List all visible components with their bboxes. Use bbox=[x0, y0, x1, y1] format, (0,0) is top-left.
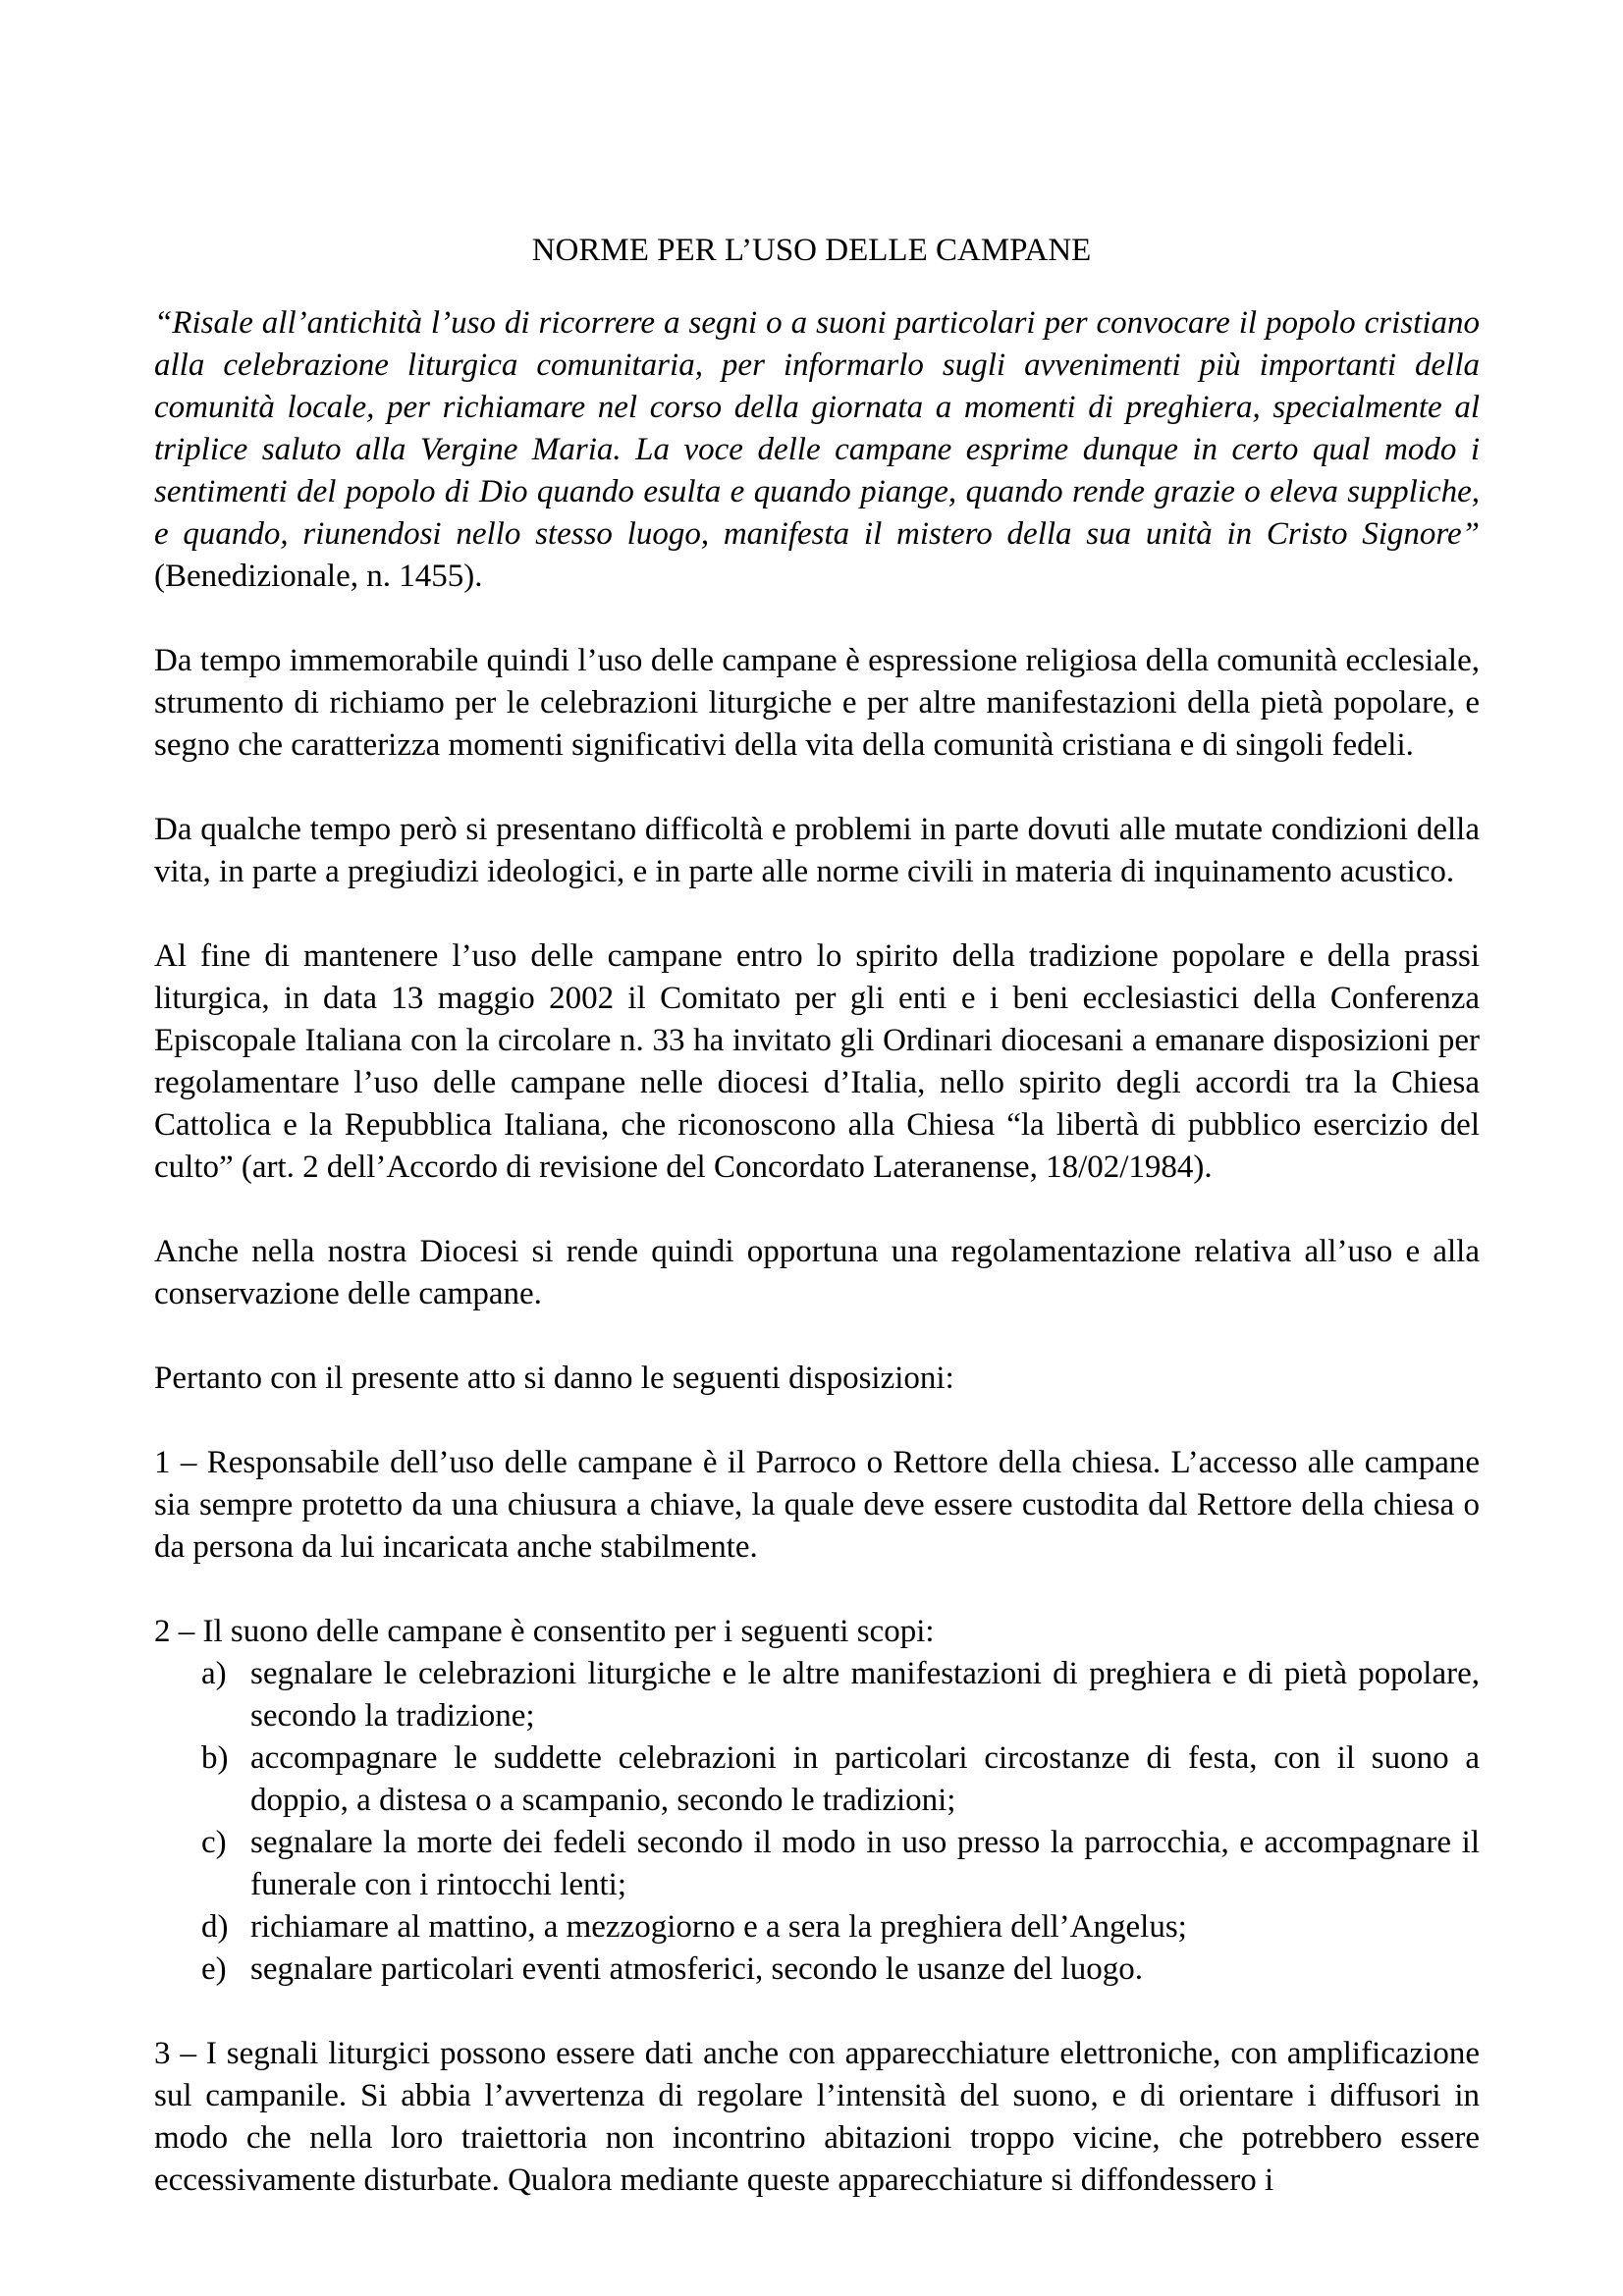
list-item-text: segnalare la morte dei fedeli secondo il modo in uso presso la parrocchia, e accompagnare il funerale con i rintocchi lenti; bbox=[250, 1825, 1480, 1902]
list-marker: e) bbox=[201, 1951, 227, 1987]
list-marker: b) bbox=[201, 1740, 229, 1776]
list-item-text: segnalare le celebrazioni liturgiche e le altre manifestazioni di preghiera e di pietà popolare, secondo la tradizione; bbox=[250, 1656, 1480, 1734]
opening-quote-paragraph bbox=[154, 302, 1480, 598]
point-2-list bbox=[154, 1653, 1480, 1991]
list-item-text: segnalare particolari eventi atmosferici, secondo le usanze del luogo. bbox=[250, 1951, 1143, 1987]
list-marker: c) bbox=[201, 1825, 227, 1860]
quote-source: (Benedizionale, n. 1455). bbox=[154, 559, 483, 594]
paragraph-dispositions-intro: Pertanto con il presente atto si danno le seguenti disposizioni: bbox=[154, 1361, 954, 1396]
opening-quote: “Risale all’antichità l’uso di ricorrere a segni o a suoni particolari per convocare il popolo cristiano alla celebrazione liturgica comunitaria, per informarlo sugli avvenimenti più importanti della comunità locale, per richiamare nel corso della giornata a momenti di preghiera, specialmente al triplice saluto alla Vergine Maria. La voce delle campane esprime dunque in certo qual modo i sentimenti del popolo di Dio quando esulta e quando piange, quando rende grazie o eleva suppliche, e quando, riunendosi nello stesso luogo, manifesta il mistero della sua unità in Cristo Signore” bbox=[154, 305, 1480, 552]
paragraph-circular: Al fine di mantenere l’uso delle campane entro lo spirito della tradizione popolare e della prassi liturgica, in data 13 maggio 2002 il Comitato per gli enti e i beni ecclesiastici della Conferenza Episcopale Italiana con la circolare n. 33 ha invitato gli Ordinari diocesani a emanare disposizioni per regolamentare l’uso delle campane nelle diocesi d’Italia, nello spirito degli accordi tra la Chiesa Cattolica e la Repubblica Italiana, che riconoscono alla Chiesa “la libertà di pubblico esercizio del culto” (art. 2 dell’Accordo di revisione del Concordato Lateranense, 18/02/1984). bbox=[154, 938, 1480, 1185]
list-item bbox=[201, 1906, 1480, 1949]
document-title: NORME PER L’USO DELLE CAMPANE bbox=[531, 233, 1092, 268]
point-1: 1 – Responsabile dell’uso delle campane è il Parroco o Rettore della chiesa. L’accesso alle campane sia sempre protetto da una chiusura a chiave, la quale deve essere custodita dal Rettore della chiesa o da persona da lui incaricata anche stabilmente. bbox=[154, 1445, 1480, 1565]
paragraph-diocese: Anche nella nostra Diocesi si rende quindi opportuna una regolamentazione relativa all’uso e alla conservazione delle campane. bbox=[154, 1234, 1480, 1311]
list-item bbox=[201, 1822, 1480, 1906]
list-item bbox=[201, 1737, 1480, 1822]
point-3: 3 – I segnali liturgici possono essere dati anche con apparecchiature elettroniche, con amplificazione sul campanile. Si abbia l’avvertenza di regolare l’intensità del suono, e di orientare i diffusori in modo che nella loro traiettoria non incontrino abitazioni troppo vicine, che potrebbero essere eccessivamente disturbate. Qualora mediante queste apparecchiature si diffondessero i bbox=[154, 2036, 1480, 2198]
document-body bbox=[154, 302, 1480, 2244]
list-item-text: accompagnare le suddette celebrazioni in particolari circostanze di festa, con il suono a doppio, a distesa o a scampanio, secondo le tradizioni; bbox=[250, 1740, 1480, 1818]
point-2-intro: 2 – Il suono delle campane è consentito per i seguenti scopi: bbox=[154, 1614, 935, 1649]
list-item bbox=[201, 1653, 1480, 1737]
paragraph-difficulties: Da qualche tempo però si presentano difficoltà e problemi in parte dovuti alle mutate condizioni della vita, in parte a pregiudizi ideologici, e in parte alle norme civili in materia di inquinamento acustico. bbox=[154, 812, 1480, 889]
list-item-text: richiamare al mattino, a mezzogiorno e a sera la preghiera dell’Angelus; bbox=[250, 1909, 1187, 1945]
list-marker: a) bbox=[201, 1656, 227, 1691]
list-marker: d) bbox=[201, 1909, 229, 1945]
list-item bbox=[201, 1949, 1480, 1991]
paragraph-tradition: Da tempo immemorabile quindi l’uso delle campane è espressione religiosa della comunità ecclesiale, strumento di richiamo per le celebrazioni liturgiche e per altre manifestazioni della pietà popolare, e segno che caratterizza momenti significativi della vita della comunità cristiana e di singoli fedeli. bbox=[154, 643, 1480, 763]
